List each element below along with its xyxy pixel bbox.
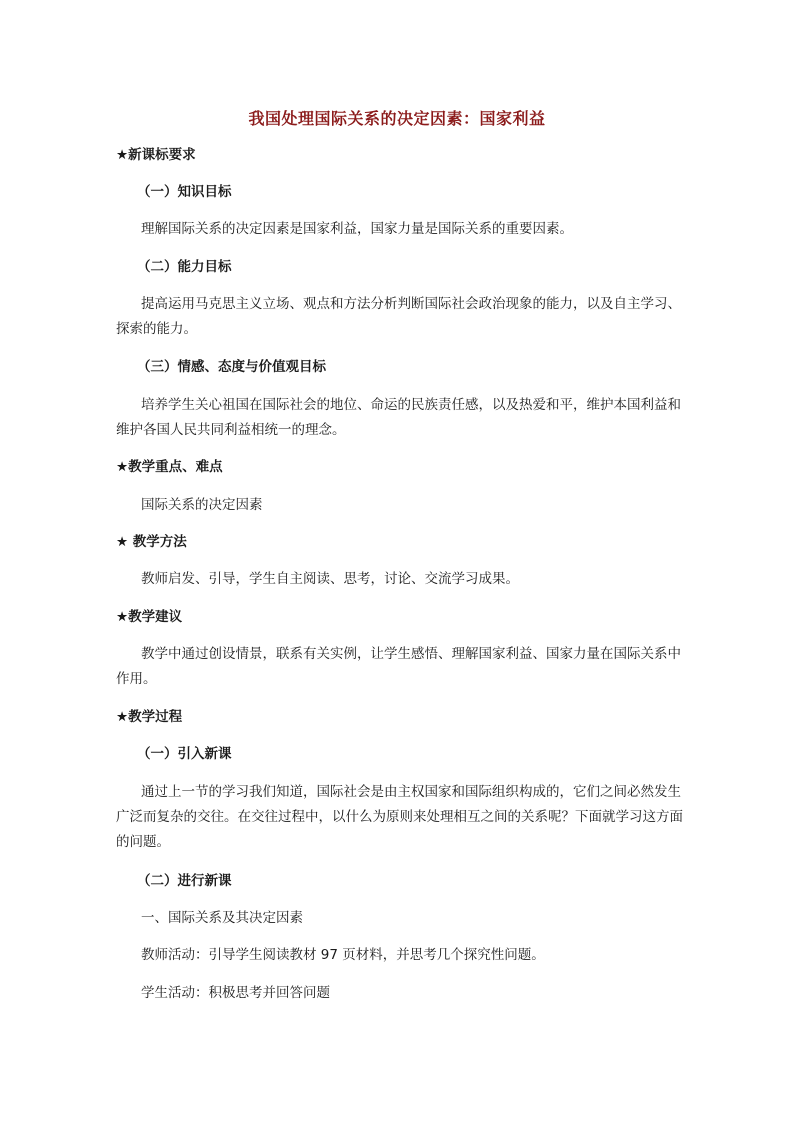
document-title: 我国处理国际关系的决定因素：国家利益	[248, 109, 546, 128]
section-heading-curriculum: ★新课标要求	[116, 147, 196, 163]
list-item-relations: 一、国际关系及其决定因素	[141, 910, 303, 926]
paragraph-key-points: 国际关系的决定因素	[141, 497, 263, 513]
section-heading-process: ★教学过程	[116, 709, 183, 725]
subheading-new-lesson: （二）进行新课	[137, 873, 232, 889]
subheading-knowledge-goal: （一）知识目标	[137, 184, 232, 200]
list-item-student-activity: 学生活动：积极思考并回答问题	[141, 985, 330, 1001]
paragraph-intro: 通过上一节的学习我们知道，国际社会是由主权国家和国际组织构成的，它们之间必然发生广泛而复杂的交往。在交往过程中，以什么为原则来处理相互之间的关系呢？下面就学习这方面的问题。	[116, 784, 683, 850]
subheading-ability-goal: （二）能力目标	[137, 259, 232, 275]
list-item-teacher-activity: 教师活动：引导学生阅读教材 97 页材料，并思考几个探究性问题。	[141, 947, 545, 963]
subheading-emotion-goal: （三）情感、态度与价值观目标	[137, 359, 326, 375]
paragraph-ability-goal: 提高运用马克思主义立场、观点和方法分析判断国际社会政治现象的能力，以及自主学习、探索的能力。	[116, 296, 681, 337]
paragraph-knowledge-goal: 理解国际关系的决定因素是国家利益，国家力量是国际关系的重要因素。	[141, 221, 573, 237]
section-heading-methods: ★ 教学方法	[116, 534, 187, 550]
paragraph-suggestions: 教学中通过创设情景，联系有关实例，让学生感悟、理解国家利益、国家力量在国际关系中作用。	[116, 646, 681, 687]
section-heading-key-points: ★教学重点、难点	[116, 459, 223, 475]
subheading-intro: （一）引入新课	[137, 746, 232, 762]
section-heading-suggestions: ★教学建议	[116, 609, 183, 625]
paragraph-emotion-goal: 培养学生关心祖国在国际社会的地位、命运的民族责任感，以及热爱和平，维护本国利益和维护各国人民共同利益相统一的理念。	[116, 397, 681, 438]
paragraph-methods: 教师启发、引导，学生自主阅读、思考，讨论、交流学习成果。	[141, 571, 519, 587]
